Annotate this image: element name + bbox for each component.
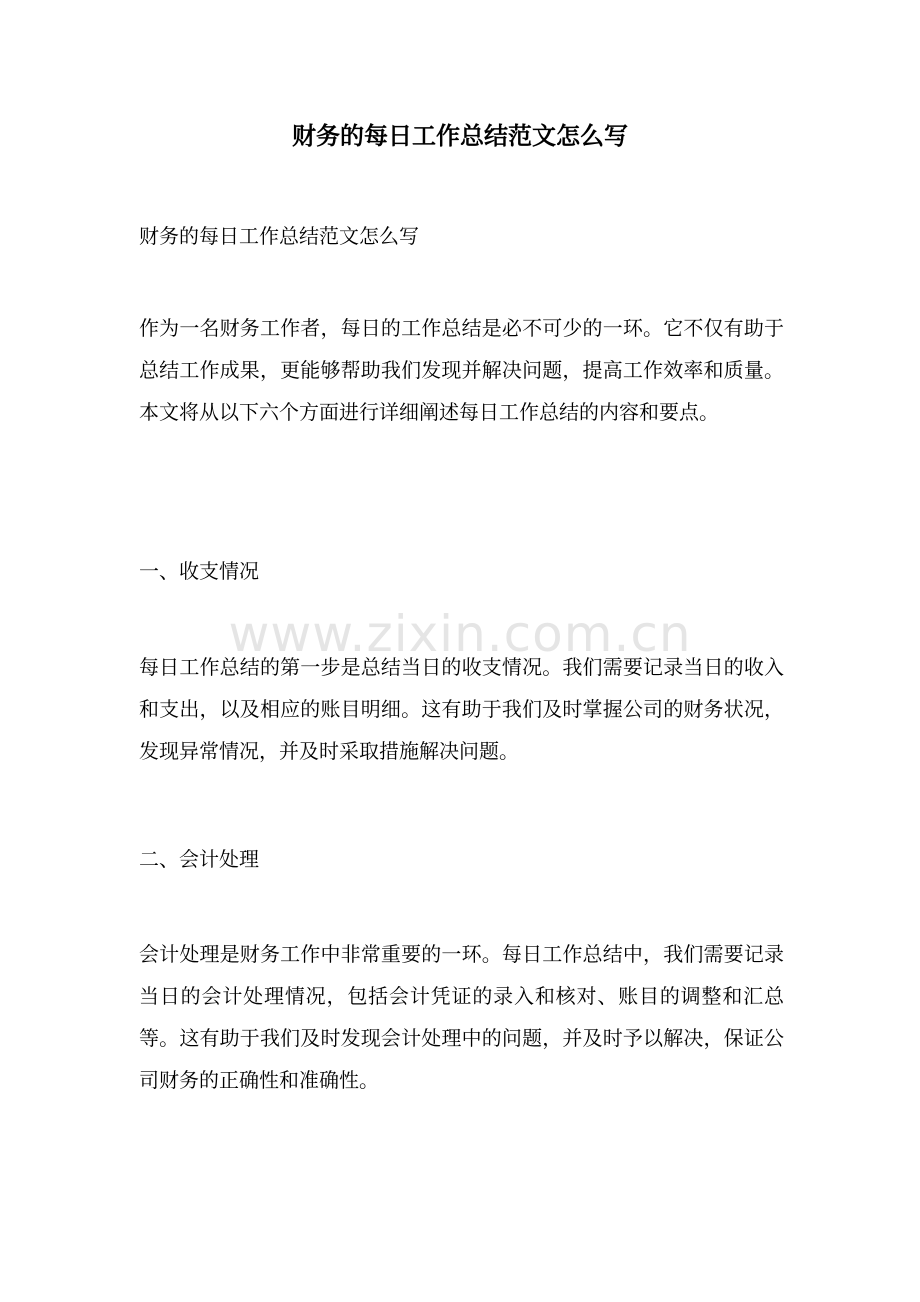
section-body-income-expense: 每日工作总结的第一步是总结当日的收支情况。我们需要记录当日的收入和支出，以及相应的账目明细。这有助于我们及时掌握公司的财务状况，发现异常情况，并及时采取措施解决问题。: [139, 655, 784, 763]
section-body-accounting: 会计处理是财务工作中非常重要的一环。每日工作总结中，我们需要记录当日的会计处理情况，包括会计凭证的录入和核对、账目的调整和汇总等。这有助于我们及时发现会计处理中的问题，并及时予以解决，保证公司财务的正确性和准确性。: [139, 942, 784, 1092]
document-title: 财务的每日工作总结范文怎么写: [292, 121, 628, 150]
watermark-text: www.zixin.com.cn: [228, 605, 692, 663]
section-heading-income-expense: 一、收支情况: [139, 559, 259, 583]
document-subtitle: 财务的每日工作总结范文怎么写: [139, 224, 419, 248]
intro-paragraph: 作为一名财务工作者，每日的工作总结是必不可少的一环。它不仅有助于总结工作成果，更能够帮助我们发现并解决问题，提高工作效率和质量。本文将从以下六个方面进行详细阐述每日工作总结的内容和要点。: [139, 316, 784, 424]
section-heading-accounting: 二、会计处理: [139, 847, 259, 871]
